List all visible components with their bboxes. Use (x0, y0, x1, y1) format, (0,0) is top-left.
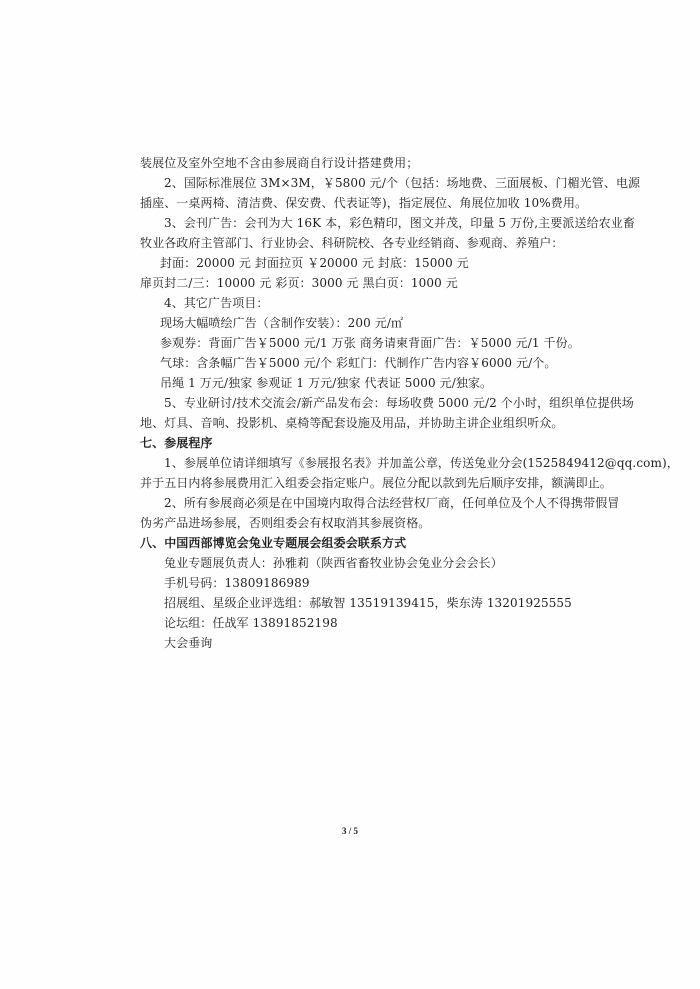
document-body (140, 153, 679, 653)
paragraph-line: 装展位及室外空地不含由参展商自行设计搭建费用； (140, 156, 419, 170)
paragraph-line: 插座、一桌两椅、清洁费、保安费、代表证等)，指定展位、角展位加收 10%费用。 (140, 196, 588, 210)
section-heading: 八、中国西部博览会兔业专题展会组委会联系方式 (140, 536, 407, 550)
paragraph-line: 3、会刊广告：会刊为大 16K 本，彩色精印，图文并茂，印量 5 万份,主要派送给农业畜 (164, 216, 635, 230)
page-number: 3 / 5 (341, 826, 358, 836)
paragraph-line: 2、国际标准展位 3M×3M，￥5800 元/个（包括：场地费、三面展板、门楣光管、电源 (164, 176, 641, 190)
contact-line: 手机号码：13809186989 (164, 576, 310, 590)
paragraph-line: 气球：含条幅广告￥5000 元/个 彩虹门：代制作广告内容￥6000 元/个。 (160, 356, 557, 370)
paragraph-line: 封面：20000 元 封面拉页 ￥20000 元 封底：15000 元 (160, 256, 469, 270)
paragraph-line: 5、专业研讨/技术交流会/新产品发布会：每场收费 5000 元/2 个小时，组织单位提供场 (164, 396, 634, 410)
contact-line: 招展组、星级企业评选组：郝敏智 13519139415，柴东涛 13201925555 (164, 596, 572, 610)
contact-line: 大会垂询 (164, 636, 213, 650)
paragraph-line: 参观券：背面广告￥5000 元/1 万张 商务请柬背面广告：￥5000 元/1 千份。 (160, 336, 580, 350)
contact-line: 论坛组：任战军 13891852198 (164, 616, 338, 630)
paragraph-line: 伪劣产品进场参展，否则组委会有权取消其参展资格。 (140, 516, 431, 530)
paragraph-line: 扉页封二/三：10000 元 彩页：3000 元 黑白页：1000 元 (140, 276, 458, 290)
section-heading: 七、参展程序 (140, 436, 213, 450)
paragraph-line: 现场大幅喷绘广告（含制作安装）：200 元/㎡ (160, 316, 404, 330)
paragraph-line: 吊绳 1 万元/独家 参观证 1 万元/独家 代表证 5000 元/独家。 (160, 376, 493, 390)
paragraph-line: 1、参展单位请详细填写《参展报名表》并加盖公章，传送兔业分会(1525849412@qq.com)， (164, 456, 679, 470)
paragraph-line: 牧业各政府主管部门、行业协会、科研院校、各专业经销商、参观商、养殖户： (140, 236, 564, 250)
paragraph-line: 地、灯具、音响、投影机、桌椅等配套设施及用品，并协助主讲企业组织听众。 (140, 416, 564, 430)
contact-line: 兔业专题展负责人：孙雅莉（陕西省畜牧业协会兔业分会会长） (164, 556, 503, 570)
paragraph-line: 并于五日内将参展费用汇入组委会指定账户。展位分配以款到先后顺序安排，额满即止。 (140, 476, 612, 490)
paragraph-line: 2、所有参展商必须是在中国境内取得合法经营权厂商，任何单位及个人不得携带假冒 (164, 496, 620, 510)
paragraph-line: 4、其它广告项目： (164, 296, 269, 310)
